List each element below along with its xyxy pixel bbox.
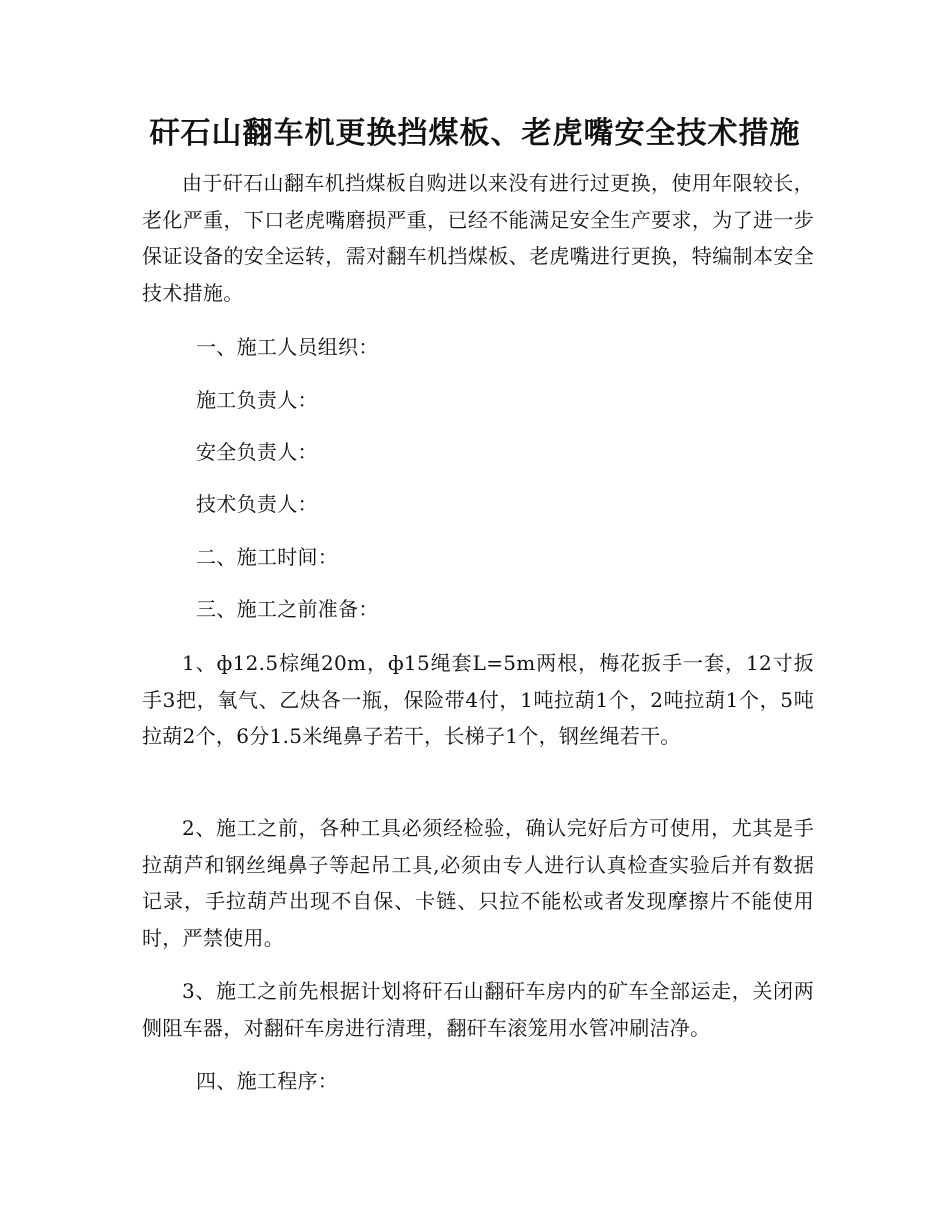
section-4-heading: 四、施工程序： [196, 1069, 339, 1093]
safety-lead-field: 安全负责人： [196, 440, 318, 464]
document-title: 矸石山翻车机更换挡煤板、老虎嘴安全技术措施 [149, 116, 801, 151]
preparation-item-3: 3、施工之前先根据计划将矸石山翻矸车房内的矿车全部运走，关闭两侧阻车器，对翻矸车房进行清理，翻矸车滚笼用水管冲刷洁净。 [142, 979, 814, 1040]
construction-lead-field: 施工负责人： [196, 388, 318, 412]
section-1-heading: 一、施工人员组织： [196, 335, 379, 359]
preparation-item-2: 2、施工之前，各种工具必须经检验，确认完好后方可使用，尤其是手拉葫芦和钢丝绳鼻子等起吊工具,必须由专人进行认真检查实验后并有数据记录，手拉葫芦出现不自保、卡链、只拉不能松或者发现摩擦片不能使用时，严禁使用。 [142, 816, 814, 950]
section-3-heading: 三、施工之前准备： [196, 597, 379, 621]
section-2-heading: 二、施工时间： [196, 545, 339, 569]
preparation-item-1: 1、ф12.5棕绳20m，ф15绳套L=5m两根，梅花扳手一套，12寸扳手3把，氧气、乙炔各一瓶，保险带4付，1吨拉葫1个，2吨拉葫1个，5吨拉葫2个，6分1.5米绳鼻子若干，长梯子1个，钢丝绳若干。 [142, 651, 814, 748]
technical-lead-field: 技术负责人： [196, 492, 318, 516]
intro-paragraph: 由于矸石山翻车机挡煤板自购进以来没有进行过更换，使用年限较长，老化严重，下口老虎嘴磨损严重，已经不能满足安全生产要求，为了进一步保证设备的安全运转，需对翻车机挡煤板、老虎嘴进行更换，特编制本安全技术措施。 [142, 171, 814, 305]
